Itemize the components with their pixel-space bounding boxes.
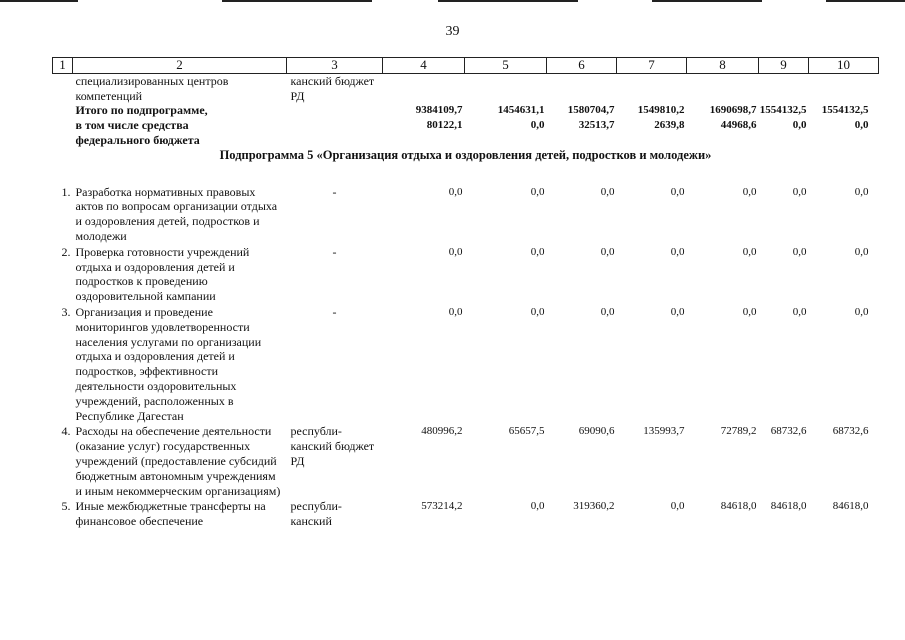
row-value: 0,0 — [530, 185, 545, 198]
subtotal-col-8 — [687, 103, 759, 147]
row-value: 0,0 — [854, 245, 869, 258]
subtotal-federal-value: 32513,7 — [578, 119, 615, 132]
top-edge-rule-left — [0, 0, 78, 2]
subtotal-total-value: 1690698,7 — [709, 104, 757, 117]
subtotal-total-value: 1549810,2 — [637, 104, 685, 117]
row-value: 0,0 — [530, 305, 545, 318]
row-value: 0,0 — [448, 185, 463, 198]
row-value: 84618,0 — [832, 500, 869, 513]
column-header-5: 5 — [465, 58, 547, 74]
row-value: 319360,2 — [573, 500, 615, 513]
row-value: 573214,2 — [421, 500, 463, 513]
row-value: 0,0 — [854, 305, 869, 318]
table-row — [53, 305, 879, 424]
row-value: 84618,0 — [770, 500, 807, 513]
table-row — [53, 245, 879, 305]
table-row — [53, 185, 879, 245]
row-number: 3. — [61, 304, 71, 319]
row-value: 0,0 — [792, 245, 807, 258]
row-name: Разработка нормативных правовых актов по вопросам организации отдыха и оздоровления детей, подростков и молодежи — [75, 184, 278, 243]
column-header-10: 10 — [809, 58, 879, 74]
row-value: 0,0 — [670, 245, 685, 258]
row-name: Иные межбюджетные трансферты на финансовое обеспечение — [75, 499, 266, 529]
column-header-3: 3 — [287, 58, 383, 74]
subtotal-federal-value: 0,0 — [792, 119, 807, 132]
row-value: 65657,5 — [508, 425, 545, 438]
row-source: республи- канский бюджет РД — [290, 424, 375, 468]
subtotal-col-5 — [465, 103, 547, 147]
subtotal-col-7 — [617, 103, 687, 147]
row-value: 68732,6 — [770, 425, 807, 438]
subtotal-label-line-2: в том числе средства — [75, 118, 189, 133]
row-value: 68732,6 — [832, 425, 869, 438]
subtotal-total-value: 1454631,1 — [497, 104, 545, 117]
row-name: Проверка готовности учреждений отдыха и оздоровления детей и подростков к проведению оздоровительной кампании — [75, 244, 250, 304]
row-value: 72789,2 — [720, 425, 757, 438]
subtotal-total-value: 1554132,5 — [821, 104, 869, 117]
row-value: 0,0 — [600, 305, 615, 318]
subtotal-federal-value: 80122,1 — [426, 119, 463, 132]
row-number: 4. — [61, 424, 71, 439]
column-header-8: 8 — [687, 58, 759, 74]
top-edge-rule-right — [652, 0, 762, 2]
row-value: 0,0 — [742, 305, 757, 318]
subtotal-total-value: 1554132,5 — [759, 104, 807, 117]
column-header-7: 7 — [617, 58, 687, 74]
row-source: республи- канский — [290, 499, 342, 529]
row-value: 0,0 — [530, 500, 545, 513]
carry-over-row — [53, 73, 879, 103]
column-header-6: 6 — [547, 58, 617, 74]
top-edge-rule-middle — [222, 0, 372, 2]
row-value: 0,0 — [742, 185, 757, 198]
top-edge-rule-center — [438, 0, 578, 2]
row-value: 0,0 — [670, 500, 685, 513]
subtotal-federal-value: 0,0 — [530, 119, 545, 132]
section-heading-row — [53, 148, 879, 185]
row-source: - — [332, 304, 337, 319]
subtotal-federal-value: 2639,8 — [654, 119, 685, 132]
subtotal-col-6 — [547, 103, 617, 147]
subtotal-col-9 — [759, 103, 809, 147]
subtotal-total-value: 1580704,7 — [567, 104, 615, 117]
row-number: 2. — [61, 244, 71, 259]
row-source: - — [332, 244, 337, 259]
row-value: 0,0 — [670, 185, 685, 198]
row-value: 84618,0 — [720, 500, 757, 513]
row-value: 0,0 — [448, 305, 463, 318]
row-value: 480996,2 — [421, 425, 463, 438]
column-header-9: 9 — [759, 58, 809, 74]
row-value: 0,0 — [742, 245, 757, 258]
row-value: 0,0 — [530, 245, 545, 258]
column-header-2: 2 — [73, 58, 287, 74]
carry-over-source: канский бюджет РД — [290, 73, 375, 103]
subtotal-label — [73, 103, 287, 147]
row-source: - — [332, 184, 337, 199]
row-value: 0,0 — [792, 305, 807, 318]
subtotal-federal-value: 44968,6 — [720, 119, 757, 132]
table-row — [53, 424, 879, 499]
subtotal-row — [53, 103, 879, 147]
top-edge-rule-far-right — [826, 0, 905, 2]
row-value: 0,0 — [600, 245, 615, 258]
column-number-header-row — [53, 58, 879, 74]
section-title: Подпрограмма 5 «Организация отдыха и оздоровления детей, подростков и молодежи» — [219, 147, 712, 162]
subtotal-total-value: 9384109,7 — [415, 104, 463, 117]
row-value: 135993,7 — [643, 425, 685, 438]
subtotal-col-10 — [809, 103, 879, 147]
subtotal-label-line-1: Итого по подпрограмме, — [75, 103, 208, 118]
subtotal-col-4 — [383, 103, 465, 147]
row-number: 5. — [61, 499, 71, 514]
subtotal-federal-value: 0,0 — [854, 119, 869, 132]
row-name: Организация и проведение мониторингов удовлетворенности населения услугами по организации отдыха и оздоровления детей и подростков, эффективности деятельности оздоровительных учреждений, расположенных в Республике Дагестан — [75, 304, 262, 423]
subtotal-label-line-3: федерального бюджета — [75, 132, 200, 147]
row-number: 1. — [61, 184, 71, 199]
table-row — [53, 499, 879, 530]
column-header-1: 1 — [53, 58, 73, 74]
row-name: Расходы на обеспечение деятельности (оказание услуг) государственных учреждений (предоставление субсидий бюджетным автономным учреждениям и иным некоммерческим организациям) — [75, 424, 281, 498]
row-value: 0,0 — [670, 305, 685, 318]
carry-over-name: специализированных центров компетенций — [75, 73, 229, 103]
budget-table — [52, 57, 879, 530]
row-value: 69090,6 — [578, 425, 615, 438]
row-value: 0,0 — [600, 185, 615, 198]
page-number: 39 — [445, 24, 460, 39]
column-header-4: 4 — [383, 58, 465, 74]
row-value: 0,0 — [854, 185, 869, 198]
row-value: 0,0 — [792, 185, 807, 198]
row-value: 0,0 — [448, 245, 463, 258]
